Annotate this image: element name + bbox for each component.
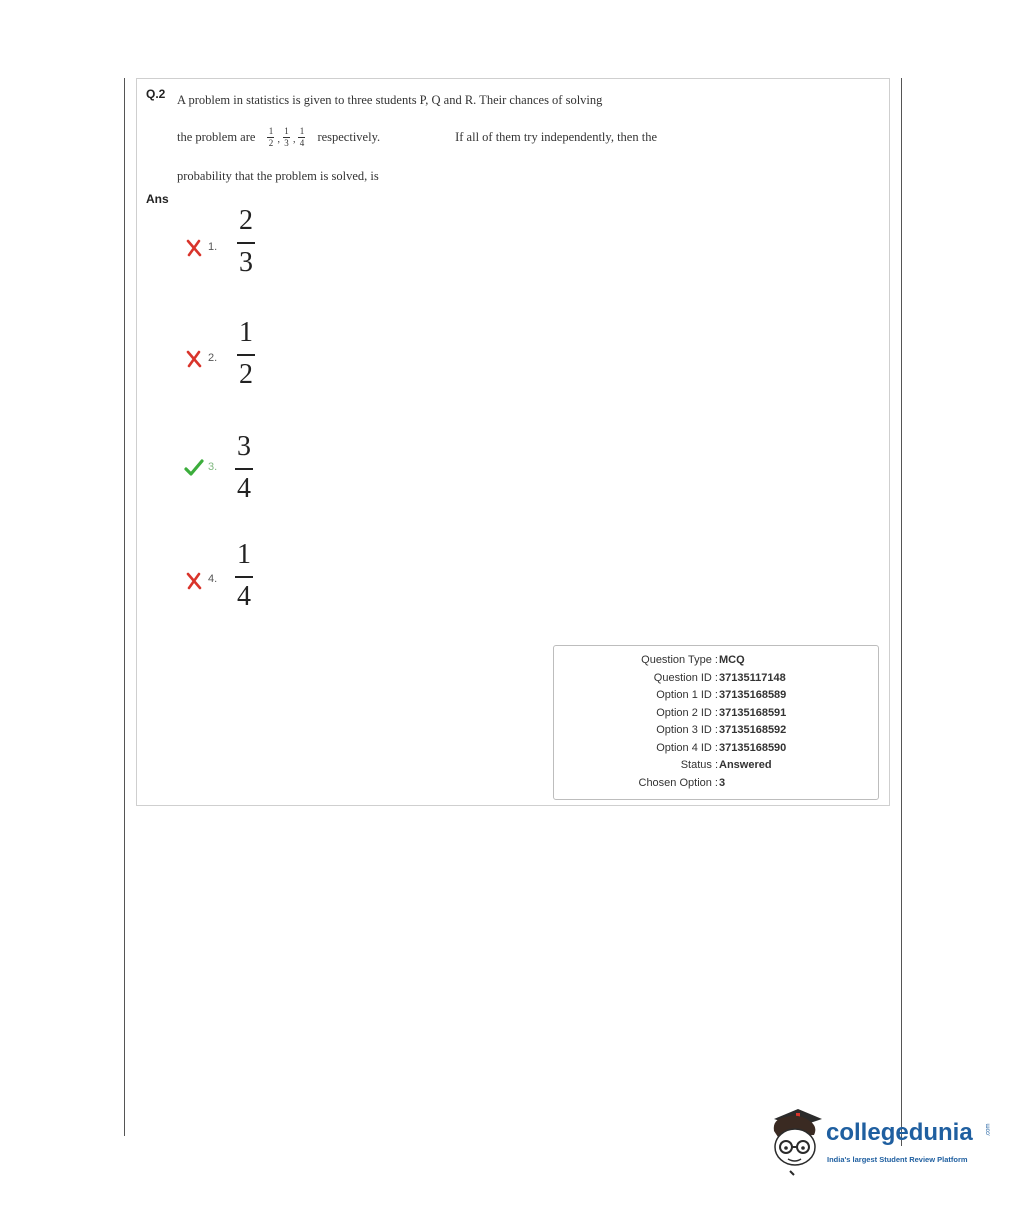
option-number: 1. [208, 241, 218, 253]
info-row-option-3-id [554, 724, 880, 740]
info-value: MCQ [719, 654, 745, 666]
option-2 [184, 318, 274, 398]
comma: , [292, 133, 296, 145]
option-fraction [234, 318, 258, 390]
line2-start: the problem are [177, 129, 256, 144]
question-number: Q.2 [146, 87, 166, 101]
info-label: Option 4 ID : [656, 742, 718, 754]
fraction-quarter [298, 126, 305, 149]
info-row-question-type [554, 654, 880, 670]
option-number: 4. [208, 573, 218, 585]
info-row-option-4-id [554, 742, 880, 758]
option-1 [184, 206, 274, 286]
info-value: 37135168589 [719, 689, 787, 701]
check-icon [184, 458, 204, 478]
option-4 [184, 540, 274, 620]
logo-tagline: India's largest Student Review Platform [827, 1155, 968, 1164]
collegedunia-logo [768, 1105, 998, 1180]
frac-den: 3 [284, 137, 289, 148]
info-label: Question Type : [641, 654, 718, 666]
option-number: 3. [208, 461, 218, 473]
option-fraction [232, 540, 256, 612]
cross-icon [184, 571, 204, 591]
info-value: 37135168591 [719, 707, 787, 719]
option-numerator: 1 [239, 317, 253, 348]
fraction-third [283, 126, 290, 149]
option-fraction [232, 432, 256, 504]
frac-num: 1 [268, 125, 274, 136]
option-denominator: 4 [237, 581, 251, 612]
line2-end: If all of them try independently, then the [455, 129, 657, 144]
frac-den: 4 [299, 137, 305, 148]
info-label: Chosen Option : [638, 777, 718, 789]
option-numerator: 3 [237, 431, 251, 462]
info-row-option-1-id [554, 689, 880, 705]
logo-wordmark: collegedunia [826, 1119, 973, 1146]
line2-left [177, 126, 380, 149]
question-text-line-3: probability that the problem is solved, is [177, 169, 379, 183]
answer-label: Ans [146, 192, 169, 206]
question-text-line-2 [177, 120, 657, 154]
option-denominator: 3 [239, 247, 253, 278]
info-value: 37135168592 [719, 724, 787, 736]
option-numerator: 2 [239, 205, 253, 236]
right-margin-line [901, 78, 902, 1146]
info-row-option-2-id [554, 707, 880, 723]
frac-num: 1 [299, 125, 305, 136]
left-margin-line [124, 78, 125, 1136]
info-label: Option 2 ID : [656, 707, 718, 719]
frac-num: 1 [284, 125, 289, 136]
info-value: 37135117148 [719, 672, 786, 684]
question-text-line-1: A problem in statistics is given to three students P, Q and R. Their chances of solving [177, 93, 603, 107]
frac-den: 2 [268, 137, 274, 148]
fraction-bar [235, 576, 253, 578]
info-row-status [554, 759, 880, 775]
question-info-box [553, 645, 879, 800]
option-number: 2. [208, 352, 218, 364]
option-3 [184, 432, 274, 512]
info-value: 3 [719, 777, 726, 789]
info-label: Status : [680, 759, 718, 771]
logo-suffix: .com [985, 1123, 992, 1137]
comma: , [277, 133, 280, 145]
fraction-half [267, 126, 274, 149]
info-value: 37135168590 [719, 742, 787, 754]
cross-icon [184, 349, 204, 369]
option-numerator: 1 [237, 539, 251, 570]
info-row-question-id [554, 672, 880, 688]
info-value: Answered [719, 759, 772, 771]
line2-mid: respectively. [317, 129, 381, 144]
mascot-icon [768, 1105, 824, 1177]
fraction-bar [237, 242, 255, 244]
info-label: Option 1 ID : [656, 689, 718, 701]
info-row-chosen-option [554, 777, 880, 793]
option-fraction [234, 206, 258, 278]
info-label: Option 3 ID : [656, 724, 718, 736]
option-denominator: 2 [239, 359, 253, 390]
fraction-bar [235, 468, 253, 470]
option-denominator: 4 [237, 473, 251, 504]
fraction-bar [237, 354, 255, 356]
info-label: Question ID : [653, 672, 718, 684]
cross-icon [184, 238, 204, 258]
